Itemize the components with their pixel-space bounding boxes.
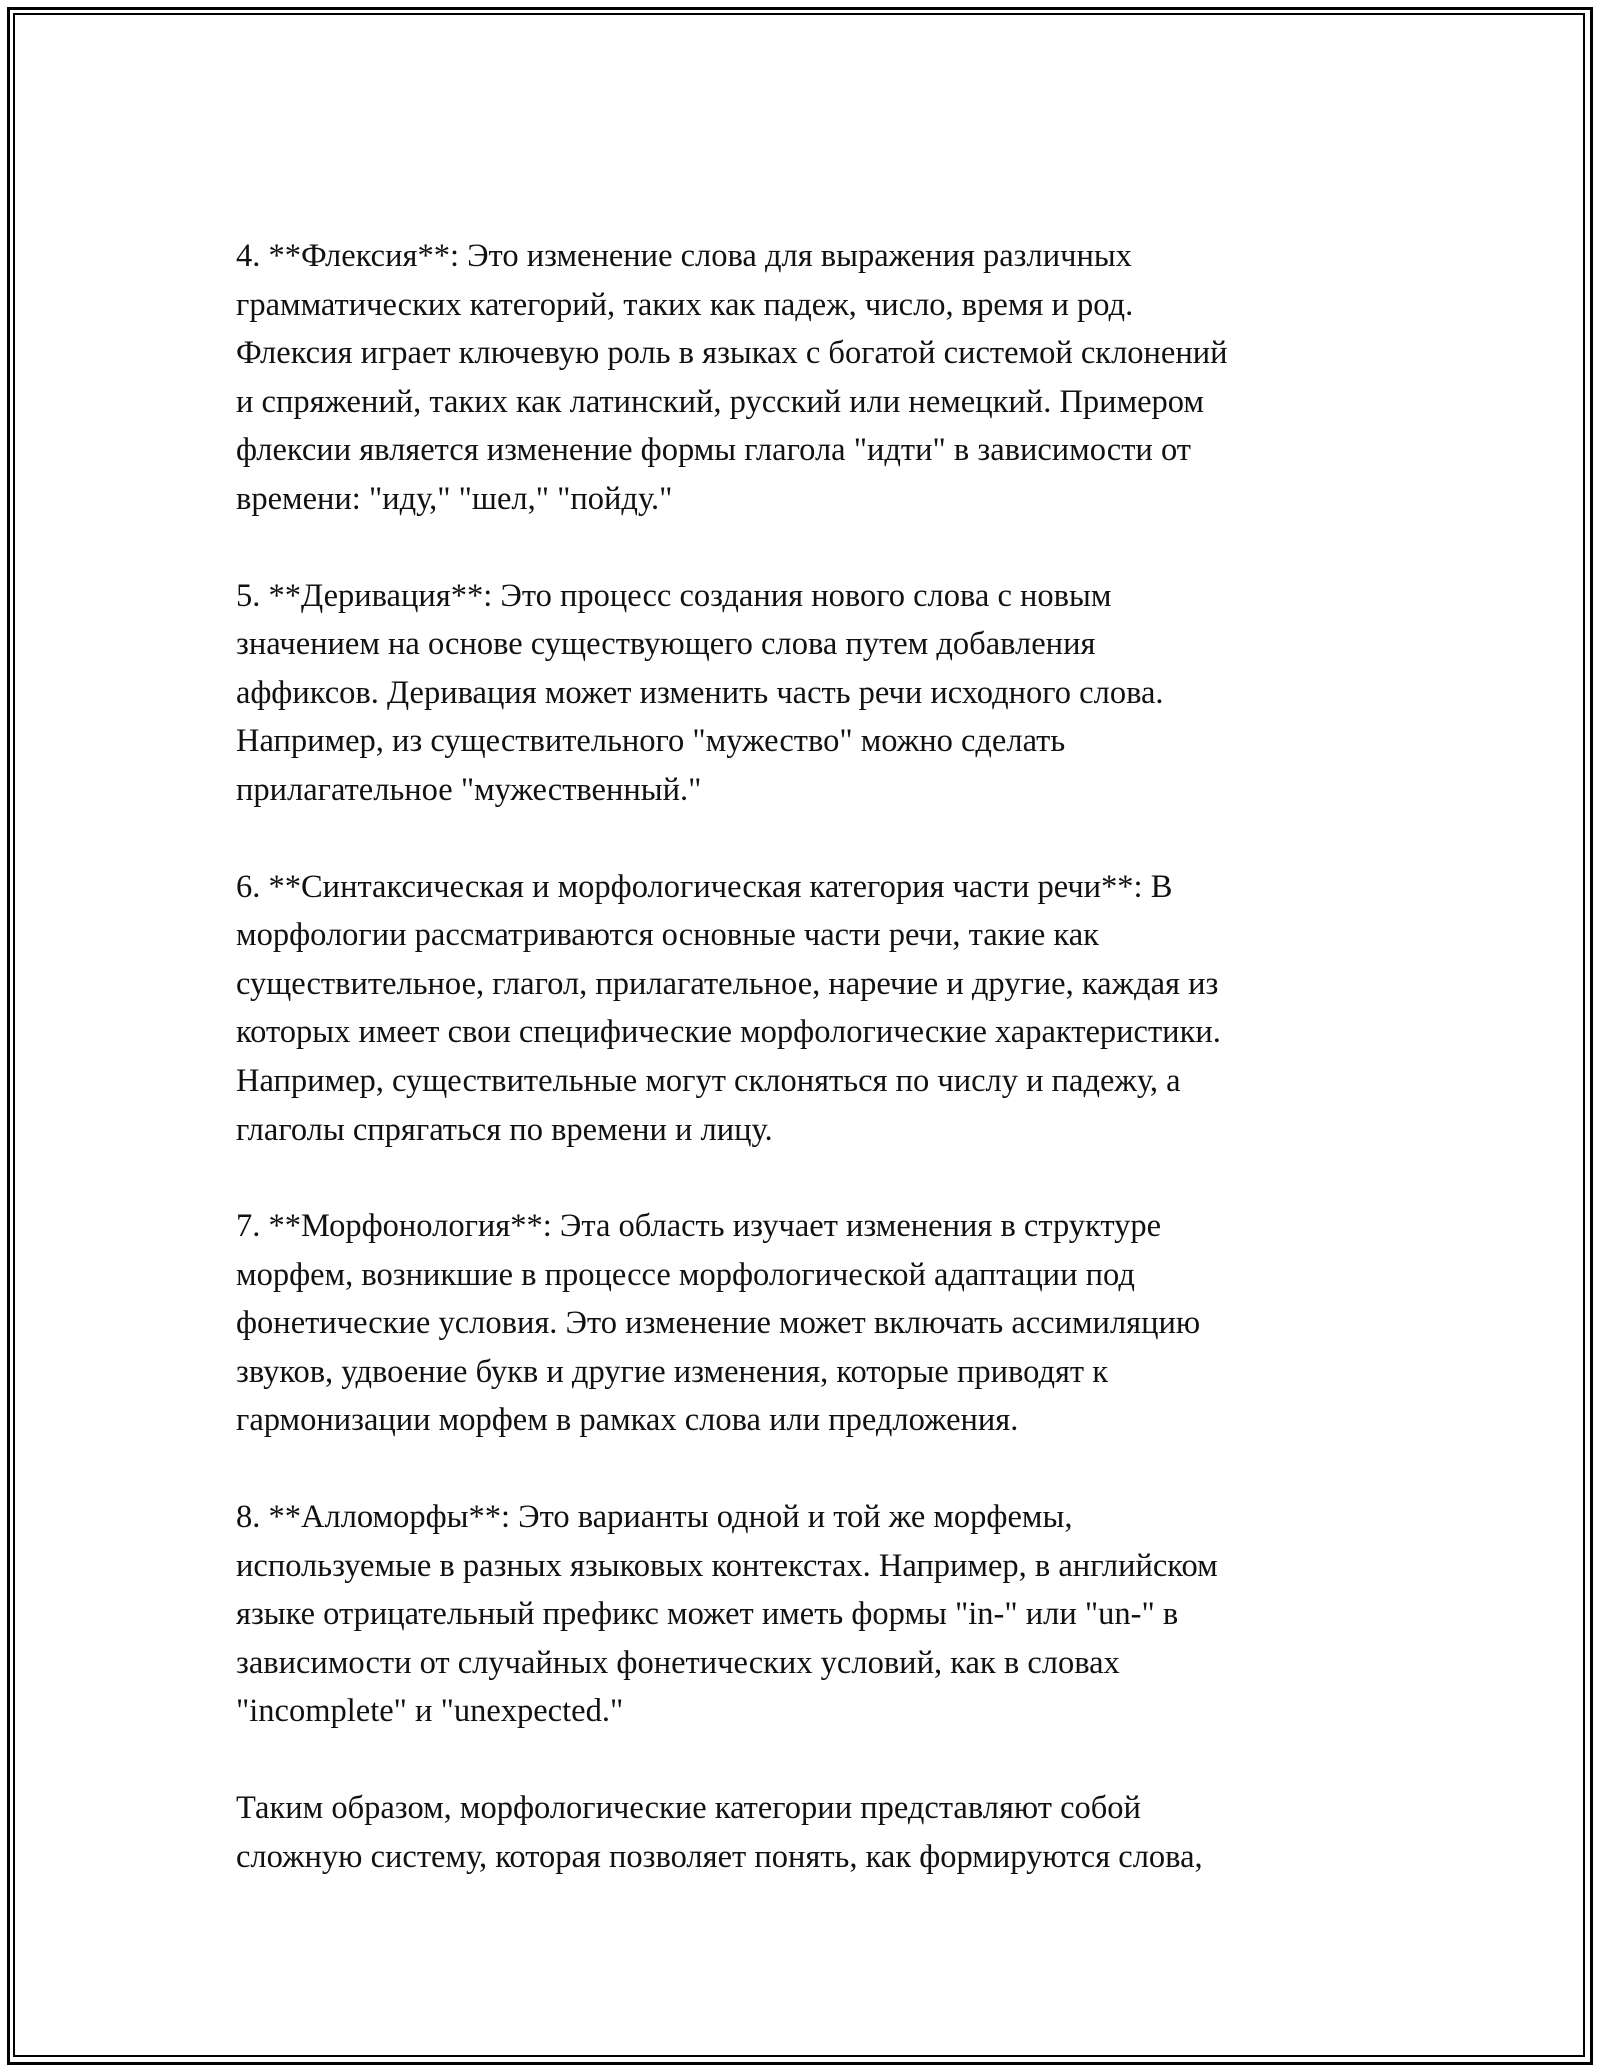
text-line: сложную систему, которая позволяет понять, как формируются слова, [236, 1838, 1203, 1875]
text-line: 8. **Алломорфы**: Это варианты одной и той же морфемы, [236, 1499, 1073, 1536]
paragraph-flexion [236, 232, 1376, 524]
text-line: и спряжений, таких как латинский, русский или немецкий. Примером [236, 383, 1205, 420]
text-line: Например, существительные могут склоняться по числу и падежу, а [236, 1062, 1181, 1099]
paragraph-derivation [236, 572, 1376, 815]
text-line: аффиксов. Деривация может изменить часть речи исходного слова. [236, 674, 1164, 711]
text-line: прилагательное "мужественный." [236, 771, 702, 808]
text-line: существительное, глагол, прилагательное, наречие и другие, каждая из [236, 965, 1219, 1002]
paragraph-parts-of-speech [236, 863, 1376, 1155]
paragraph-morphonology [236, 1202, 1376, 1445]
text-line: "incomplete" и "unexpected." [236, 1693, 624, 1730]
text-line: зависимости от случайных фонетических условий, как в словах [236, 1644, 1120, 1681]
paragraph-conclusion [236, 1784, 1376, 1881]
text-line: фонетические условия. Это изменение может включать ассимиляцию [236, 1305, 1201, 1342]
text-line: Например, из существительного "мужество" можно сделать [236, 723, 1066, 760]
text-line: 4. **Флексия**: Это изменение слова для выражения различных [236, 238, 1132, 274]
text-line: звуков, удвоение букв и другие изменения, которые приводят к [236, 1353, 1109, 1390]
paragraph-allomorphs [236, 1493, 1376, 1736]
text-line: используемые в разных языковых контекстах. Например, в английском [236, 1547, 1218, 1584]
text-line: Флексия играет ключевую роль в языках с богатой системой склонений [236, 335, 1228, 372]
text-line: грамматических категорий, таких как падеж, число, время и род. [236, 286, 1134, 323]
text-line: значением на основе существующего слова путем добавления [236, 626, 1096, 663]
text-line: 5. **Деривация**: Это процесс создания нового слова с новым [236, 577, 1112, 614]
text-line: языке отрицательный префикс может иметь формы "in-" или "un-" в [236, 1596, 1179, 1633]
text-line: 6. **Синтаксическая и морфологическая категория части речи**: В [236, 868, 1173, 905]
text-line: флексии является изменение формы глагола "идти" в зависимости от [236, 432, 1191, 469]
text-line: глаголы спрягаться по времени и лицу. [236, 1111, 773, 1148]
text-line: гармонизации морфем в рамках слова или предложения. [236, 1402, 1019, 1439]
text-line: морфем, возникшие в процессе морфологической адаптации под [236, 1256, 1135, 1293]
document-body [236, 232, 1376, 1881]
text-line: времени: "иду," "шел," "пойду." [236, 480, 673, 517]
text-line: которых имеет свои специфические морфологические характеристики. [236, 1014, 1221, 1051]
text-line: Таким образом, морфологические категории представляют собой [236, 1790, 1141, 1827]
text-line: 7. **Морфонология**: Эта область изучает изменения в структуре [236, 1208, 1162, 1245]
text-line: морфологии рассматриваются основные части речи, такие как [236, 917, 1099, 954]
